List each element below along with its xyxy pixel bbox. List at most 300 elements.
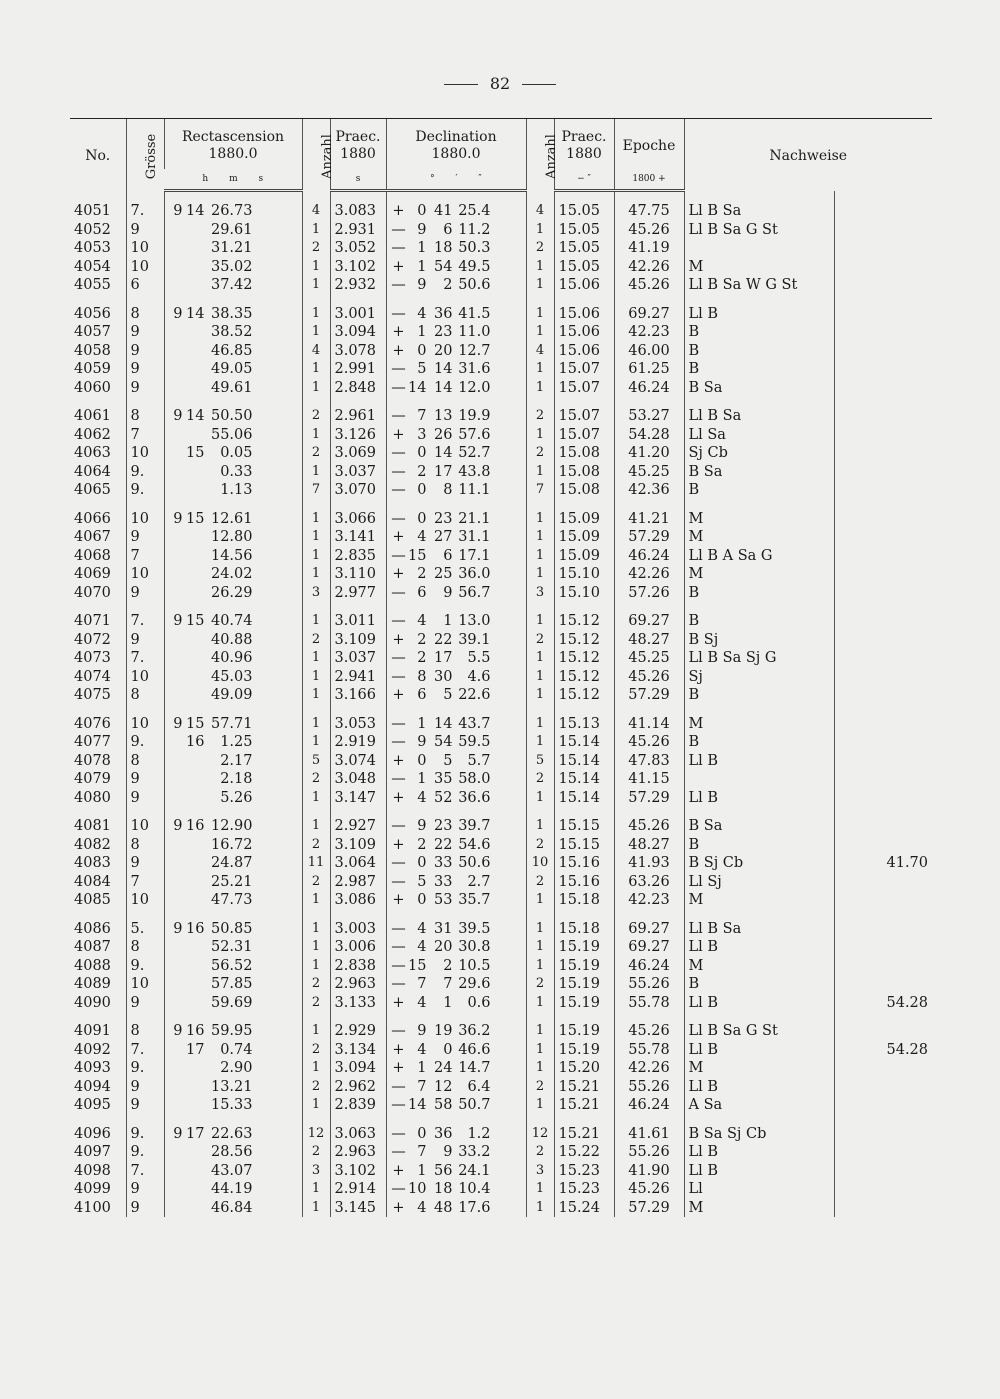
epoch: 46.24: [614, 379, 684, 398]
declination: [386, 649, 526, 668]
references: B Sa: [684, 463, 834, 482]
decl-degrees: 15: [408, 547, 427, 564]
decl-seconds: 13.0: [458, 613, 491, 630]
declination: [386, 957, 526, 976]
decl-sign: —: [391, 668, 406, 685]
right-ascension: [164, 463, 302, 482]
group-gap: [70, 1115, 932, 1125]
decl-minutes: 33: [434, 855, 453, 872]
decl-degrees: 1: [417, 240, 427, 257]
gap-cell: [70, 1115, 126, 1125]
decl-seconds: 0.6: [467, 994, 491, 1011]
group-gap: [70, 807, 932, 817]
ra-seconds: 14.56: [210, 547, 253, 564]
decl-seconds: 46.6: [458, 1041, 491, 1058]
ra-seconds: 47.73: [210, 892, 253, 909]
decl-degrees: 1: [417, 324, 427, 341]
star-number: 4098: [74, 1162, 111, 1179]
table-row: [70, 1143, 932, 1162]
gap-cell: [164, 1012, 302, 1022]
ra-seconds: 28.56: [210, 1144, 253, 1161]
ra-precession: 3.166: [330, 686, 386, 705]
gap-cell: [386, 602, 526, 612]
decl-count: 1: [526, 1096, 554, 1115]
gap-cell: [386, 1115, 526, 1125]
magnitude: 10: [126, 565, 164, 584]
right-ascension: [164, 686, 302, 705]
decl-minutes: 23: [434, 818, 453, 835]
ra-seconds: 40.96: [210, 650, 253, 667]
decl-seconds: 5.7: [467, 752, 491, 769]
decl-precession: 15.09: [554, 510, 614, 529]
ra-count: 1: [302, 360, 330, 379]
declination: [386, 1162, 526, 1181]
ra-seconds: 15.33: [210, 1097, 253, 1114]
ra-count: 1: [302, 323, 330, 342]
table-row: [70, 938, 932, 957]
table-row: [70, 202, 932, 221]
decl-precession: 15.07: [554, 360, 614, 379]
epoch: 69.27: [614, 920, 684, 939]
decl-count: 5: [526, 752, 554, 771]
star-number: 4072: [74, 631, 111, 648]
decl-degrees: 6: [417, 687, 427, 704]
ra-seconds: 46.84: [210, 1199, 253, 1216]
star-number: 4070: [74, 584, 111, 601]
right-dash: [522, 84, 556, 85]
gap-cell: [684, 1115, 834, 1125]
epoch: 57.29: [614, 686, 684, 705]
ra-precession: 2.919: [330, 733, 386, 752]
decl-seconds: 14.7: [458, 1060, 491, 1077]
table-row: [70, 1022, 932, 1041]
decl-minutes: 2: [443, 957, 453, 974]
gap-cell: [302, 500, 330, 510]
decl-degrees: 4: [417, 613, 427, 630]
magnitude: 9: [126, 360, 164, 379]
ra-count: 2: [302, 444, 330, 463]
star-number: 4056: [74, 305, 111, 322]
star-number: 4080: [74, 789, 111, 806]
gap-cell: [554, 807, 614, 817]
gap-cell: [554, 910, 614, 920]
decl-sign: —: [391, 1125, 406, 1142]
gap-cell: [70, 705, 126, 715]
references: Ll B: [684, 994, 834, 1013]
gap-cell: [614, 705, 684, 715]
epoch: 57.29: [614, 789, 684, 808]
references: Ll B Sa G St: [684, 221, 834, 240]
gap-cell: [302, 397, 330, 407]
ra-seconds: 31.21: [210, 240, 253, 257]
ra-count: 1: [302, 789, 330, 808]
ra-count: 2: [302, 239, 330, 258]
gap-cell: [834, 397, 932, 407]
magnitude: 10: [126, 668, 164, 687]
magnitude: 10: [126, 891, 164, 910]
decl-precession: 15.22: [554, 1143, 614, 1162]
ra-precession: 3.147: [330, 789, 386, 808]
decl-sign: —: [391, 361, 406, 378]
magnitude: 10: [126, 444, 164, 463]
decl-degrees: 0: [417, 482, 427, 499]
decl-minutes: 56: [434, 1162, 453, 1179]
table-row: [70, 975, 932, 994]
ra-seconds: 26.73: [210, 203, 253, 220]
declination: [386, 975, 526, 994]
decl-sign: —: [391, 873, 406, 890]
extra-epoch: [834, 789, 932, 808]
decl-degrees: 2: [417, 463, 427, 480]
decl-count: 1: [526, 789, 554, 808]
references: Ll B: [684, 938, 834, 957]
references: M: [684, 891, 834, 910]
gap-cell: [614, 500, 684, 510]
references: B Sa Sj Cb: [684, 1125, 834, 1144]
decl-sign: —: [391, 221, 406, 238]
epoch: 55.78: [614, 1041, 684, 1060]
group-gap: [70, 602, 932, 612]
references: B: [684, 975, 834, 994]
ra-seconds: 2.18: [220, 771, 253, 788]
ra-count: 1: [302, 258, 330, 277]
star-number: 4079: [74, 771, 111, 788]
ra-seconds: 40.88: [210, 631, 253, 648]
gap-cell: [554, 705, 614, 715]
decl-minutes: 14: [434, 361, 453, 378]
decl-degrees: 0: [417, 752, 427, 769]
decl-minutes: 6: [443, 221, 453, 238]
right-ascension: [164, 360, 302, 379]
gap-cell: [70, 602, 126, 612]
table-row: [70, 463, 932, 482]
right-ascension: [164, 733, 302, 752]
extra-epoch: [834, 733, 932, 752]
decl-degrees: 14: [408, 1097, 427, 1114]
ra-precession: 2.977: [330, 584, 386, 603]
ra-count: 1: [302, 1096, 330, 1115]
decl-count: 1: [526, 510, 554, 529]
gap-cell: [126, 807, 164, 817]
ra-count: 1: [302, 891, 330, 910]
epoch: 41.61: [614, 1125, 684, 1144]
gap-cell: [126, 602, 164, 612]
ra-count: 1: [302, 426, 330, 445]
decl-minutes: 23: [434, 510, 453, 527]
ra-precession: 3.006: [330, 938, 386, 957]
epoch: 54.28: [614, 426, 684, 445]
ra-precession: 2.962: [330, 1078, 386, 1097]
decl-minutes: 27: [434, 529, 453, 546]
star-number: 4057: [74, 324, 111, 341]
gap-cell: [126, 705, 164, 715]
ra-minutes: 15: [186, 613, 205, 630]
decl-sign: +: [392, 529, 405, 546]
decl-precession: 15.05: [554, 202, 614, 221]
decl-sign: —: [391, 240, 406, 257]
decl-sign: —: [391, 408, 406, 425]
decl-minutes: 14: [434, 715, 453, 732]
ra-seconds: 2.17: [220, 752, 253, 769]
epoch: 42.36: [614, 481, 684, 500]
extra-epoch: 41.70: [834, 854, 932, 873]
epoch: 45.26: [614, 733, 684, 752]
gap-cell: [70, 500, 126, 510]
decl-minutes: 17: [434, 650, 453, 667]
ra-count: 3: [302, 1162, 330, 1181]
decl-minutes: 36: [434, 1125, 453, 1142]
extra-epoch: [834, 1078, 932, 1097]
table-row: [70, 584, 932, 603]
magnitude: 7.: [126, 1041, 164, 1060]
decl-precession: 15.10: [554, 565, 614, 584]
magnitude: 9.: [126, 463, 164, 482]
decl-count: 2: [526, 631, 554, 650]
gap-cell: [684, 602, 834, 612]
col-anzahl: [302, 119, 335, 191]
decl-minutes: 30: [434, 668, 453, 685]
decl-seconds: 35.7: [458, 892, 491, 909]
extra-epoch: [834, 975, 932, 994]
epoch: 45.25: [614, 463, 684, 482]
epoch: 42.23: [614, 323, 684, 342]
decl-count: 1: [526, 360, 554, 379]
decl-minutes: 35: [434, 771, 453, 788]
decl-degrees: 4: [417, 1199, 427, 1216]
magnitude: 9: [126, 770, 164, 789]
decl-precession: 15.15: [554, 836, 614, 855]
right-ascension: [164, 258, 302, 277]
decl-count: 1: [526, 1059, 554, 1078]
gap-cell: [70, 1012, 126, 1022]
decl-seconds: 12.7: [458, 342, 491, 359]
magnitude: 9: [126, 854, 164, 873]
group-gap: [70, 397, 932, 407]
ra-hours: 9: [173, 203, 183, 220]
table-row: [70, 752, 932, 771]
table-row: [70, 817, 932, 836]
decl-seconds: 19.9: [458, 408, 491, 425]
magnitude: 10: [126, 975, 164, 994]
ra-seconds: 50.85: [210, 920, 253, 937]
decl-seconds: 33.2: [458, 1144, 491, 1161]
declination: [386, 752, 526, 771]
gap-cell: [526, 1115, 554, 1125]
gap-cell: [834, 500, 932, 510]
decl-degrees: 4: [417, 939, 427, 956]
table-row: [70, 733, 932, 752]
decl-sign: —: [391, 771, 406, 788]
decl-minutes: 41: [434, 203, 453, 220]
ra-count: 2: [302, 770, 330, 789]
decl-count: 10: [526, 854, 554, 873]
gap-cell: [386, 910, 526, 920]
gap-cell: [684, 910, 834, 920]
table-row: [70, 686, 932, 705]
decl-seconds: 39.5: [458, 920, 491, 937]
references: M: [684, 1059, 834, 1078]
epoch: 41.21: [614, 510, 684, 529]
epoch: 45.26: [614, 668, 684, 687]
decl-seconds: 24.1: [458, 1162, 491, 1179]
decl-seconds: 59.5: [458, 734, 491, 751]
right-ascension: [164, 547, 302, 566]
decl-degrees: 10: [408, 1181, 427, 1198]
gap-cell: [834, 1012, 932, 1022]
decl-precession: 15.18: [554, 920, 614, 939]
references: B: [684, 686, 834, 705]
magnitude: 8: [126, 1022, 164, 1041]
praec-year: 1880: [340, 146, 376, 162]
references: B: [684, 342, 834, 361]
extra-epoch: [834, 547, 932, 566]
gap-cell: [386, 397, 526, 407]
ra-count: 2: [302, 994, 330, 1013]
references: Ll B Sa: [684, 920, 834, 939]
decl-seconds: 50.3: [458, 240, 491, 257]
ra-count: 1: [302, 957, 330, 976]
decl-minutes: 5: [443, 752, 453, 769]
decl-sign: —: [391, 613, 406, 630]
decl-precession: 15.21: [554, 1125, 614, 1144]
star-number: 4069: [74, 566, 111, 583]
right-ascension: [164, 276, 302, 295]
ra-precession: 2.914: [330, 1180, 386, 1199]
decl-title: Declination: [415, 129, 497, 145]
references: Ll B Sa W G St: [684, 276, 834, 295]
decl-count: 1: [526, 258, 554, 277]
decl-seconds: 29.6: [458, 976, 491, 993]
decl-sign: —: [391, 379, 406, 396]
ra-minutes: 14: [186, 408, 205, 425]
ra-seconds: 35.02: [210, 258, 253, 275]
gap-cell: [330, 705, 386, 715]
declination: [386, 1143, 526, 1162]
gap-cell: [330, 397, 386, 407]
right-ascension: [164, 1022, 302, 1041]
table-row: [70, 276, 932, 295]
group-gap: [70, 910, 932, 920]
references: Ll Sa: [684, 426, 834, 445]
table-row: [70, 444, 932, 463]
star-number: 4054: [74, 258, 111, 275]
decl-seconds: 50.6: [458, 855, 491, 872]
references: B: [684, 360, 834, 379]
epoch: 57.26: [614, 584, 684, 603]
references: M: [684, 957, 834, 976]
magnitude: 9.: [126, 1143, 164, 1162]
gap-cell: [526, 295, 554, 305]
star-number: 4091: [74, 1023, 111, 1040]
ra-count: 1: [302, 305, 330, 324]
ra-precession: 3.083: [330, 202, 386, 221]
decl-precession: 15.14: [554, 752, 614, 771]
ra-count: 1: [302, 463, 330, 482]
table-row: [70, 565, 932, 584]
declination: [386, 1059, 526, 1078]
references: B: [684, 481, 834, 500]
star-number: 4089: [74, 976, 111, 993]
gap-cell: [164, 910, 302, 920]
ra-count: 1: [302, 1059, 330, 1078]
epoch: 69.27: [614, 938, 684, 957]
ra-seconds: 22.63: [210, 1125, 253, 1142]
table-row: [70, 994, 932, 1013]
group-gap: [70, 295, 932, 305]
right-ascension: [164, 715, 302, 734]
star-number: 4068: [74, 547, 111, 564]
epoch: 46.24: [614, 957, 684, 976]
declination: [386, 1180, 526, 1199]
ra-seconds: 57.71: [210, 715, 253, 732]
decl-count: 1: [526, 323, 554, 342]
right-ascension: [164, 510, 302, 529]
references: Ll B: [684, 1162, 834, 1181]
right-ascension: [164, 1162, 302, 1181]
right-ascension: [164, 1059, 302, 1078]
declination: [386, 547, 526, 566]
star-number: 4083: [74, 855, 111, 872]
ra-hours: 9: [173, 510, 183, 527]
decl-seconds: 50.6: [458, 277, 491, 294]
decl-minutes: 54: [434, 258, 453, 275]
ra-count: 2: [302, 1143, 330, 1162]
right-ascension: [164, 957, 302, 976]
decl-precession: 15.12: [554, 612, 614, 631]
decl-count: 1: [526, 891, 554, 910]
star-number: 4076: [74, 715, 111, 732]
right-ascension: [164, 565, 302, 584]
decl-minutes: 22: [434, 836, 453, 853]
decl-count: 1: [526, 612, 554, 631]
decl-precession: 15.24: [554, 1199, 614, 1218]
decl-precession: 15.06: [554, 342, 614, 361]
extra-epoch: [834, 481, 932, 500]
star-number: 4087: [74, 939, 111, 956]
ra-count: 1: [302, 510, 330, 529]
right-ascension: [164, 1199, 302, 1218]
ra-count: 1: [302, 1180, 330, 1199]
right-ascension: [164, 305, 302, 324]
decl-seconds: 50.7: [458, 1097, 491, 1114]
decl-precession: 15.19: [554, 938, 614, 957]
decl-minutes: 17: [434, 463, 453, 480]
right-ascension: [164, 1078, 302, 1097]
magnitude: 8: [126, 305, 164, 324]
epoch: 42.26: [614, 1059, 684, 1078]
extra-epoch: [834, 631, 932, 650]
table-row: [70, 360, 932, 379]
gap-cell: [614, 910, 684, 920]
epoch: 48.27: [614, 836, 684, 855]
decl-minutes: 14: [434, 445, 453, 462]
ra-minutes: 14: [186, 305, 205, 322]
decl-seconds: 49.5: [458, 258, 491, 275]
magnitude: 7.: [126, 649, 164, 668]
ra-precession: 3.001: [330, 305, 386, 324]
ra-seconds: 26.29: [210, 584, 253, 601]
decl-sign: —: [391, 855, 406, 872]
ra-count: 2: [302, 631, 330, 650]
col-praec: [330, 119, 386, 170]
decl-seconds: 6.4: [467, 1078, 491, 1095]
gap-cell: [614, 1115, 684, 1125]
epoch: 41.14: [614, 715, 684, 734]
decl-precession: 15.19: [554, 975, 614, 994]
right-ascension: [164, 752, 302, 771]
decl-minutes: 6: [443, 547, 453, 564]
gap-cell: [614, 295, 684, 305]
